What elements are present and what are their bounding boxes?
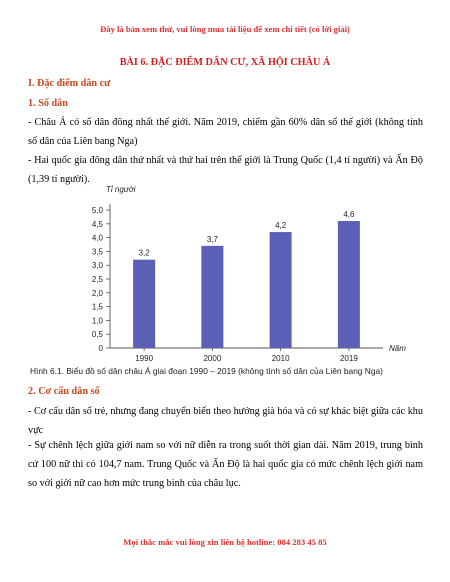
bar-value-label: 4,2	[275, 221, 287, 231]
preview-banner: Đây là bản xem thử, vui lòng mua tài liệu để xem chi tiết (có lời giải)	[100, 24, 350, 34]
x-tick-label: 2019	[339, 354, 358, 363]
lesson-title: BÀI 6. ĐẶC ĐIỂM DÂN CƯ, XÃ HỘI CHÂU Á	[119, 57, 331, 68]
chart-caption: Hình 6.1. Biểu đồ số dân châu Á giai đoạn 1990 – 2019 (không tính số dân của Liên bang Nga)	[30, 366, 383, 376]
population-bar-chart	[28, 180, 428, 380]
y-tick-label: 4,5	[91, 219, 103, 229]
bar-2010	[270, 232, 292, 348]
x-tick-label: 2010	[271, 354, 290, 363]
paragraph-population-2: - Hai quốc gia đông dân thứ nhất và thứ hai trên thế giới là Trung Quốc (1,4 tỉ người) và Ấn Độ (1,39 tỉ người).	[28, 155, 423, 185]
y-tick-label: 1,5	[91, 302, 103, 312]
y-tick-label: 2,0	[91, 288, 103, 298]
bar-value-label: 3,2	[138, 248, 150, 258]
y-tick-label: 5,0	[91, 206, 103, 215]
bar-2019	[338, 221, 360, 348]
paragraph-structure-2: - Sự chênh lệch giữa giới nam so với nữ diễn ra trong suốt thời gian dài. Năm 2019, trung bình cứ 100 nữ thì có 104,7 nam. Trung Quốc và Ấn Độ là hai quốc gia có mức chênh lệch giới nam so với giới nữ cao hơn mức trung bình của châu lục.	[28, 440, 423, 489]
y-tick-label: 4,0	[91, 233, 103, 243]
y-axis-label: Tỉ người	[106, 185, 136, 194]
y-tick-label: 3,5	[91, 247, 103, 257]
hotline-banner: Mọi thắc mắc vui lòng xin liên hệ hotline: 084 283 45 85	[123, 537, 327, 547]
x-tick-label: 2000	[203, 354, 222, 363]
bar-value-label: 3,7	[206, 234, 218, 244]
x-tick-label: 1990	[135, 354, 154, 363]
y-tick-label: 2,5	[91, 275, 103, 284]
bar-value-label: 4,6	[343, 210, 355, 220]
population-chart	[28, 180, 428, 380]
section-heading-population-characteristics: I. Đặc điểm dân cư	[28, 78, 111, 89]
paragraph-structure-1: - Cơ cấu dân số trẻ, nhưng đang chuyển biến theo hướng già hóa và có sự khác biệt giữa các khu vực	[28, 406, 423, 436]
bar-1990	[133, 260, 155, 348]
y-tick-label: 0	[98, 344, 103, 353]
bar-2000	[201, 246, 223, 348]
paragraph-population-1: - Châu Á có số dân đông nhất thế giới. Năm 2019, chiếm gần 60% dân số thế giới (không tính số dân của Liên bang Nga)	[28, 117, 423, 147]
y-tick-label: 0,5	[91, 330, 103, 340]
y-tick-label: 3,0	[91, 261, 103, 271]
x-axis-label: Năm	[389, 344, 406, 353]
subheading-population: 1. Số dân	[28, 98, 68, 109]
y-tick-label: 1,0	[91, 316, 103, 326]
subheading-population-structure: 2. Cơ cấu dân số	[28, 386, 100, 397]
